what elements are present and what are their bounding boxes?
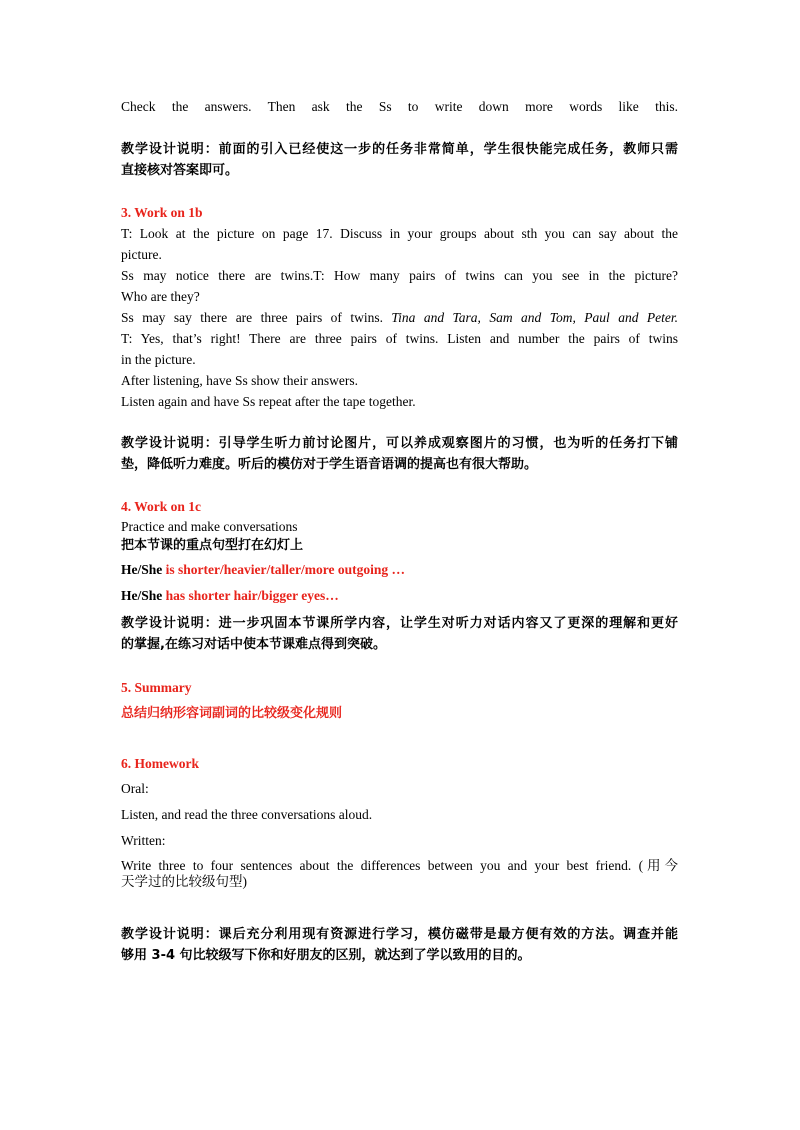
section-3-line-1: T: Look at the picture on page 17. Discuss in your groups about sth you can say about the (121, 226, 678, 241)
section-3-line-4: Who are they? (121, 289, 200, 304)
ss-say-prefix: Ss may say there are three pairs of twins. (121, 310, 392, 325)
check-answers-paragraph: Check the answers. Then ask the Ss to write down more words like this. (121, 99, 678, 114)
oral-label: Oral: (121, 781, 149, 796)
section-3-line-7: in the picture. (121, 352, 196, 367)
section-3-ss-say-line (121, 308, 678, 328)
oral-task: Listen, and read the three conversations aloud. (121, 807, 373, 822)
design-note-4-line-1: 教学设计说明：课后充分利用现有资源进行学习，模仿磁带是最方便有效的方法。调查并能 (121, 927, 678, 942)
pattern-1-subject: He/She (121, 562, 166, 577)
design-note-1-line-2: 直接核对答案即可。 (121, 163, 239, 178)
design-note-4-line-2: 够用 3-4 句比较级写下你和好朋友的区别，就达到了学以致用的目的。 (121, 948, 531, 963)
section-3-line-9: Listen again and have Ss repeat after the tape together. (121, 394, 416, 409)
written-task-line-2: 天学过的比较级句型) (121, 874, 247, 889)
section-3-line-2: picture. (121, 247, 162, 262)
written-task-line-1: Write three to four sentences about the differences between you and your best friend. (用今 (121, 858, 678, 873)
design-note-3-line-2: 的掌握,在练习对话中使本节课难点得到突破。 (121, 637, 386, 652)
pattern-2-predicate: has shorter hair/bigger eyes… (165, 588, 339, 603)
pattern-1 (121, 560, 678, 580)
design-note-3-line-1: 教学设计说明：进一步巩固本节课所学内容，让学生对听力对话内容又了更深的理解和更好 (121, 616, 678, 631)
section-5-line: 总结归纳形容词副词的比较级变化规则 (121, 706, 343, 721)
twins-names: Tina and Tara, Sam and Tom, Paul and Peter. (391, 310, 678, 325)
section-3-line-3: Ss may notice there are twins.T: How many pairs of twins can you see in the picture? (121, 268, 678, 283)
section-4-heading: 4. Work on 1c (121, 499, 202, 514)
section-4-line-2: 把本节课的重点句型打在幻灯上 (121, 538, 304, 553)
section-3-line-6: T: Yes, that’s right! There are three pairs of twins. Listen and number the pairs of twins (121, 331, 678, 346)
section-3-heading: 3. Work on 1b (121, 205, 203, 220)
section-3-line-8: After listening, have Ss show their answers. (121, 373, 358, 388)
pattern-2 (121, 586, 678, 606)
written-label: Written: (121, 833, 166, 848)
design-note-1-line-1: 教学设计说明：前面的引入已经使这一步的任务非常简单，学生很快能完成任务，教师只需 (121, 142, 678, 157)
design-note-2-line-1: 教学设计说明：引导学生听力前讨论图片，可以养成观察图片的习惯，也为听的任务打下铺 (121, 436, 678, 451)
section-5-heading: 5. Summary (121, 680, 192, 695)
design-note-2-line-2: 垫，降低听力难度。听后的模仿对于学生语音语调的提高也有很大帮助。 (121, 457, 538, 472)
pattern-1-predicate: is shorter/heavier/taller/more outgoing … (165, 562, 405, 577)
pattern-2-subject: He/She (121, 588, 166, 603)
section-6-heading: 6. Homework (121, 756, 199, 771)
section-4-line-1: Practice and make conversations (121, 519, 298, 534)
